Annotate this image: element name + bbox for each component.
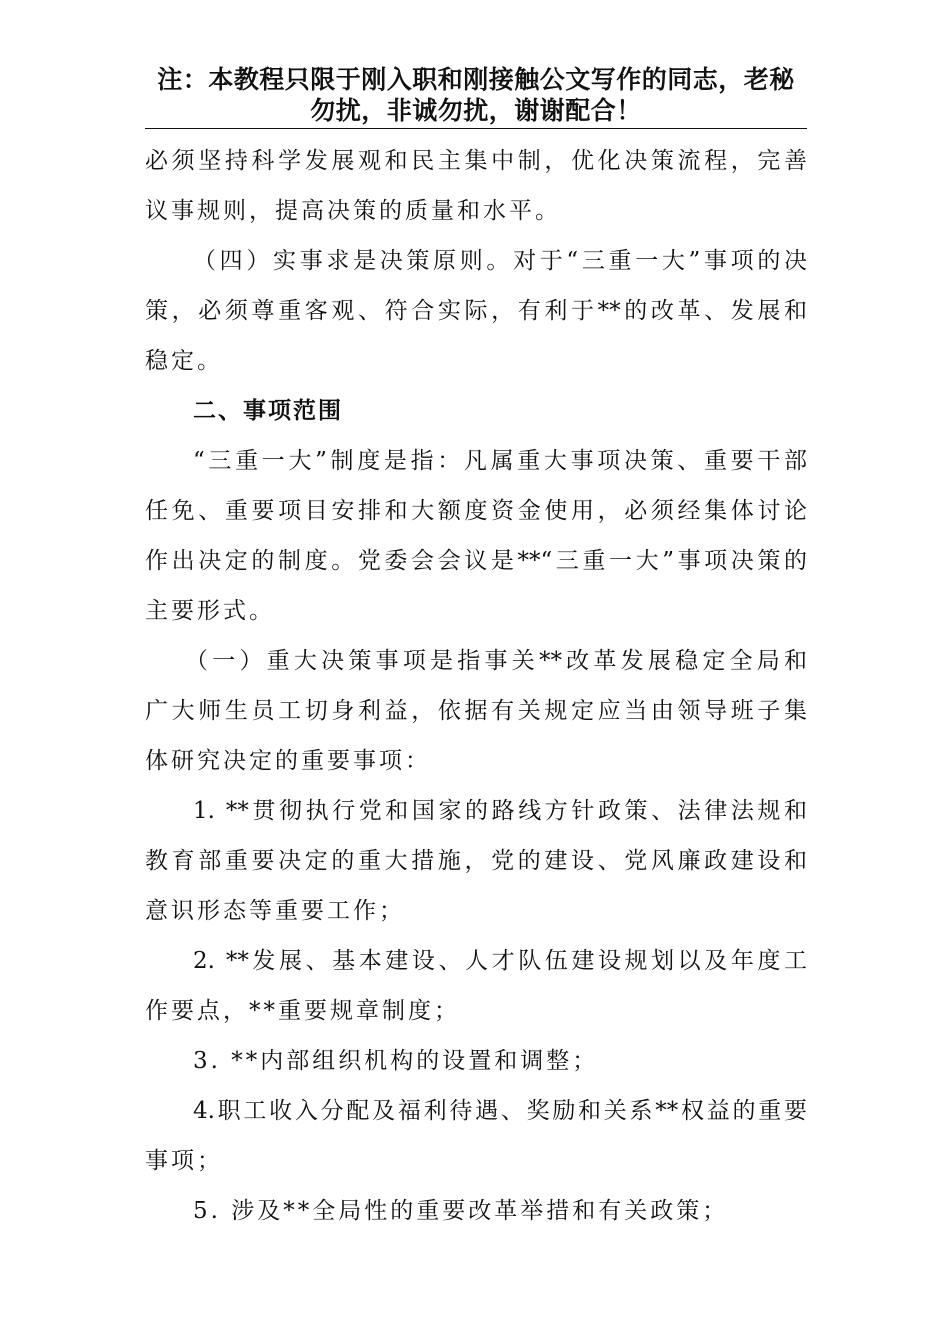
paragraph-line: 体研究决定的重要事项： [145, 748, 431, 774]
paragraph-line: （四）实事求是决策原则。对于“三重一大”事项的决 [193, 248, 807, 274]
document-body [145, 136, 807, 1236]
paragraph-line: 策，必须尊重客观、符合实际，有利于**的改革、发展和 [145, 298, 807, 324]
header-divider [145, 128, 807, 129]
list-item-line: 5. 涉及**全局性的重要改革举措和有关政策； [193, 1198, 729, 1224]
list-item-line: 4.职工收入分配及福利待遇、奖励和关系**权益的重要 [193, 1098, 807, 1124]
paragraph-line: 议事规则，提高决策的质量和水平。 [145, 198, 561, 224]
list-item-line: 2. **发展、基本建设、人才队伍建设规划以及年度工 [193, 948, 807, 974]
list-item-line: 作要点，**重要规章制度； [145, 998, 460, 1024]
header-notice-line-1: 注：本教程只限于刚入职和刚接触公文写作的同志，老秘 [157, 65, 795, 94]
paragraph-line: 任免、重要项目安排和大额度资金使用，必须经集体讨论 [145, 498, 807, 524]
list-item-line: 意识形态等重要工作； [145, 898, 405, 924]
header-notice [145, 64, 807, 126]
list-item-line: 事项； [145, 1148, 223, 1174]
paragraph-line: 必须坚持科学发展观和民主集中制，优化决策流程，完善 [145, 148, 807, 174]
paragraph-line: 广大师生员工切身利益，依据有关规定应当由领导班子集 [145, 698, 807, 724]
paragraph-line: “三重一大”制度是指：凡属重大事项决策、重要干部 [193, 448, 807, 474]
paragraph-line: 稳定。 [145, 348, 223, 374]
paragraph-line: 主要形式。 [145, 598, 275, 624]
header-notice-line-2: 勿扰，非诚勿扰，谢谢配合！ [310, 96, 642, 125]
section-heading: 二、事项范围 [193, 397, 343, 424]
paragraph-line: （一）重大决策事项是指事关**改革发展稳定全局和 [185, 648, 807, 674]
paragraph-line: 作出决定的制度。党委会会议是**“三重一大”事项决策的 [145, 548, 807, 574]
list-item-line: 1. **贯彻执行党和国家的路线方针政策、法律法规和 [193, 798, 807, 824]
list-item-line: 3. **内部组织机构的设置和调整； [193, 1048, 599, 1074]
list-item-line: 教育部重要决定的重大措施，党的建设、党风廉政建设和 [145, 848, 807, 874]
